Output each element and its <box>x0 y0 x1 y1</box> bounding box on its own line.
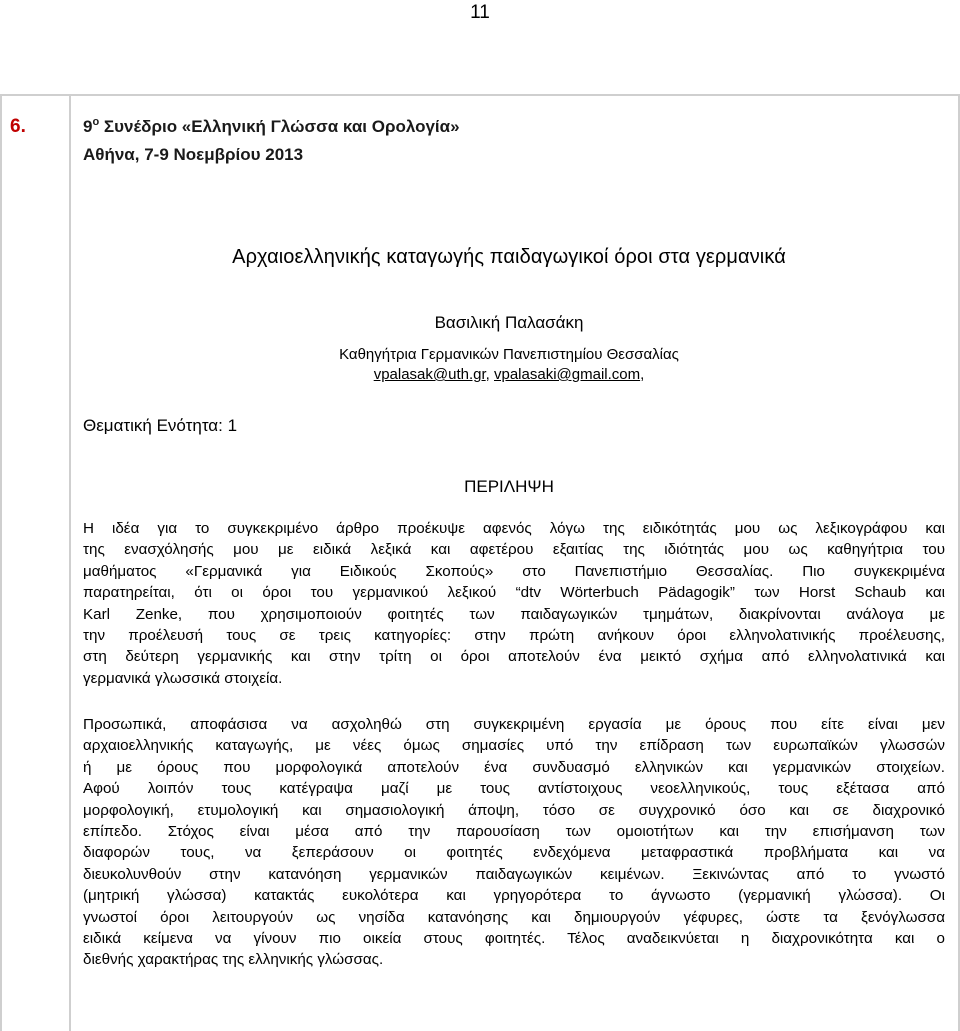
conference-place-date: Αθήνα, 7-9 Νοεμβρίου 2013 <box>83 145 304 164</box>
paragraph-line: γερμανικά γλωσσικά στοιχεία. <box>83 669 283 687</box>
paragraph-line: την προέλευσή τους σε τρεις κατηγορίες: στην πρώτη ανήκουν όροι ελληνολατινικής προέλευσης, <box>83 627 945 645</box>
entry-number: 6. <box>10 116 26 137</box>
paragraph-line: διαφορών τους, να ξεπεράσουν οι φοιτητές ενδεχόμενα μεταφραστικά προβλήματα και να <box>83 844 945 862</box>
table-top-border <box>0 94 960 96</box>
paragraph-line: γνωστοί όροι λειτουργούν ως νησίδα κατανόησης και δημιουργούν γέφυρες, ώστε τα ξενόγλωσσα <box>83 908 945 926</box>
author-emails <box>0 366 960 383</box>
paragraph-line: (μητρική γλώσσα) κατακτάς ευκολότερα και γρηγορότερα το άγνωστο (γερμανική γλώσσα). Οι <box>83 887 945 905</box>
paragraph-line: παρατηρείται, ότι οι όροι του γερμανικού λεξικού “dtv Wörterbuch Pädagogik” των Horst Schaub και <box>83 584 945 602</box>
conference-ordinal: 9 <box>83 117 93 136</box>
conference-title: Συνέδριο «Ελληνική Γλώσσα και Ορολογία» <box>99 117 460 136</box>
paragraph-line: Karl Zenke, που χρησιμοποιούν φοιτητές των παιδαγωγικών τμημάτων, διακρίνονται ανάλογα με <box>83 605 945 623</box>
author-affiliation: Καθηγήτρια Γερμανικών Πανεπιστημίου Θεσσαλίας <box>339 346 679 363</box>
paper-title: Αρχαιοελληνικής καταγωγής παιδαγωγικοί όροι στα γερμανικά <box>232 246 786 268</box>
paragraph-line: Προσωπικά, αποφάσισα να ασχοληθώ στη συγκεκριμένη εργασία με όρους που είτε είναι μεν <box>83 716 945 733</box>
thematic-unit: Θεματική Ενότητα: 1 <box>83 416 238 435</box>
abstract-paragraph-2 <box>83 714 945 971</box>
email-link-gmail[interactable]: vpalasaki@gmail.com <box>494 366 641 383</box>
paragraph-line: στη δεύτερη γερμανικής και στην τρίτη οι όροι αποτελούν ένα μεικτό σχήμα από ελληνολατινικά και <box>83 648 945 666</box>
table-left-border <box>0 94 2 1031</box>
conference-name <box>83 116 460 137</box>
paragraph-line: ή με όρους που μορφολογικά αποτελούν ένα συνδυασμό ελληνικών και γερμανικών στοιχείων. <box>83 758 945 776</box>
email-link-uth[interactable]: vpalasak@uth.gr <box>373 366 486 383</box>
conference-ordinal-suffix: ο <box>92 116 100 128</box>
author-name: Βασιλική Παλασάκη <box>434 313 584 332</box>
abstract-heading: ΠΕΡΙΛΗΨΗ <box>464 477 554 496</box>
paragraph-line: μαθήματος «Γερμανικά για Ειδικούς Σκοπούς» στο Πανεπιστήμιο Θεσσαλίας. Πιο συγκεκριμένα <box>83 562 945 580</box>
paragraph-line: επίπεδο. Στόχος είναι μέσα από την παρουσίαση των ομοιοτήτων και την επισήμανση των <box>83 823 945 841</box>
paragraph-line: Αφού λοιπόν τους κατέγραψα μαζί με τους αντίστοιχους νεοελληνικούς, τους εξέτασα από <box>83 780 945 798</box>
email-trailing: , <box>640 366 645 383</box>
email-separator: , <box>485 366 494 383</box>
paragraph-line: διευκολυνθούν στην κατανόηση γερμανικών παιδαγωγικών κειμένων. Ξεκινώντας από το γνωστό <box>83 865 945 883</box>
paragraph-line: μορφολογική, ετυμολογική και σημασιολογική άποψη, τόσο σε συγχρονικό όσο και σε διαχρονικό <box>83 801 945 819</box>
table-column-divider <box>69 94 71 1031</box>
abstract-paragraph-1 <box>83 518 945 689</box>
paragraph-line: Η ιδέα για το συγκεκριμένο άρθρο προέκυψε αφενός λόγω της ειδικότητάς μου ως λεξικογράφου και <box>83 520 945 537</box>
paragraph-line: αρχαιοελληνικής καταγωγής, με νέες όμως σημασίες υπό την επίδραση των ευρωπαϊκών γλωσσών <box>83 737 945 755</box>
paragraph-line: ειδικά κείμενα να γίνουν πιο οικεία στους φοιτητές. Τέλος αναδεικνύεται η διαχρονικότητα και ο <box>83 930 945 948</box>
paragraph-line: της ενασχόλησής μου με ειδικά λεξικά και αφετέρου εξαιτίας της ιδιότητάς μου ως καθηγήτρια του <box>83 541 945 559</box>
page-number: 11 <box>470 2 490 23</box>
paragraph-line: διεθνής χαρακτήρας της ελληνικής γλώσσας. <box>83 951 384 969</box>
